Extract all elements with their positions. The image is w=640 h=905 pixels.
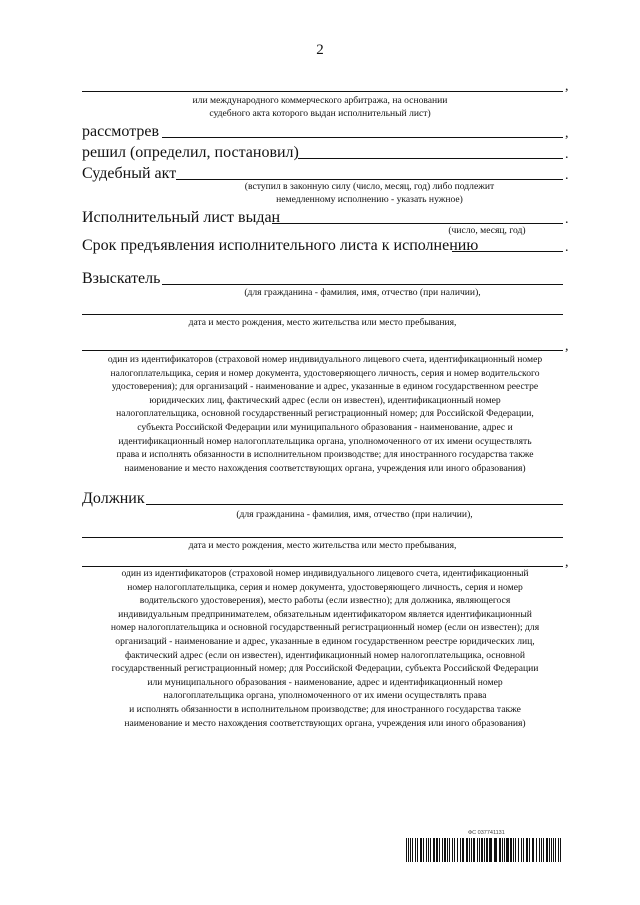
- claimant-text-line: наименование и место нахождения соответствующих органа, учреждения или иного образования): [124, 462, 526, 474]
- arbitration-note-2: судебного акта которого выдан исполнительный лист): [209, 108, 431, 119]
- claimant-text-line: налогоплательщика, основной государственный регистрационный номер; для Российской Федерации,: [116, 408, 534, 420]
- considered-end: ,: [565, 126, 569, 141]
- claimant-field[interactable]: [162, 284, 563, 285]
- debtor-end: ,: [565, 555, 569, 570]
- debtor-birth-note: дата и место рождения, место жительства или место пребывания,: [188, 540, 457, 551]
- writ-issued-note: (число, месяц, год): [448, 225, 526, 236]
- debtor-text-line: водительского удостоверения), место работы (если известно); для должника, являющегося: [139, 595, 511, 607]
- debtor-text-line: налогоплательщика органа, уполномоченного от их имени осуществлять права: [163, 690, 487, 702]
- decided-end: .: [565, 147, 569, 162]
- judicial-act-label: Судебный акт: [82, 165, 177, 182]
- comma: ,: [565, 79, 569, 94]
- debtor-note: (для гражданина - фамилия, имя, отчество (при наличии),: [236, 509, 473, 520]
- claimant-description: [82, 353, 568, 475]
- barcode-number: ФС 037741131: [468, 830, 505, 836]
- deadline-label: Срок предъявления исполнительного листа к исполнению: [82, 237, 479, 254]
- debtor-text-line: или муниципального образования - наименование, адрес и идентификационный номер: [147, 676, 503, 688]
- debtor-text-line: и исполнять обязанности в исполнительном производстве; для иностранного государства также: [129, 703, 521, 715]
- field-line-court[interactable]: [82, 91, 563, 92]
- judicial-act-end: .: [565, 168, 569, 183]
- decided-label: решил (определил, постановил): [82, 144, 299, 161]
- claimant-text-line: удостоверения); для организаций - наименование и адрес, указанные в едином государственном реестре: [111, 381, 539, 393]
- claimant-text-line: один из идентификаторов (страховой номер индивидуального лицевого счета, идентификационный номер: [107, 354, 543, 365]
- claimant-field-2[interactable]: [82, 314, 563, 315]
- considered-field[interactable]: [162, 137, 563, 138]
- claimant-birth-note: дата и место рождения, место жительства или место пребывания,: [188, 317, 457, 328]
- barcode-image: [406, 838, 564, 862]
- judicial-act-note-2: немедленному исполнению - указать нужное): [276, 194, 463, 205]
- claimant-text-line: юридических лиц, фактический адрес (если он известен), идентификационный номер: [149, 394, 501, 406]
- debtor-text-line: наименование и место нахождения соответствующих органа, учреждения или иного образования): [124, 717, 526, 729]
- debtor-description: [82, 567, 568, 730]
- debtor-field-2[interactable]: [82, 537, 563, 538]
- claimant-end: ,: [565, 339, 569, 354]
- debtor-text-line: индивидуальным предпринимателем, обязательным идентификатором является идентификационный: [118, 608, 532, 620]
- debtor-field[interactable]: [146, 504, 563, 505]
- claimant-field-3[interactable]: [82, 350, 563, 351]
- debtor-text-line: один из идентификаторов (страховой номер индивидуального лицевого счета, идентификационный: [121, 568, 529, 579]
- debtor-text-line: государственный регистрационный номер; для Российской Федерации, субъекта Российской Федерации: [111, 663, 539, 675]
- debtor-text-line: номер налогоплательщика и основной государственный регистрационный номер (если он известен); для: [110, 622, 540, 634]
- claimant-text-line: налогоплательщика, серия и номер документа, удостоверяющего личность, серия и номер водительского: [110, 367, 540, 379]
- debtor-text-line: организаций - наименование и адрес, указанные в едином государственном реестре юридических лиц,: [115, 635, 535, 647]
- claimant-note: (для гражданина - фамилия, имя, отчество (при наличии),: [244, 287, 481, 298]
- writ-issued-label: Исполнительный лист выдан: [82, 209, 281, 226]
- deadline-end: .: [565, 240, 569, 255]
- arbitration-note-1: или международного коммерческого арбитража, на основании: [192, 95, 448, 106]
- claimant-text-line: субъекта Российской Федерации или муниципального образования - наименование, адрес и: [137, 421, 513, 433]
- considered-label: рассмотрев: [82, 123, 160, 140]
- debtor-label: Должник: [82, 490, 145, 507]
- debtor-text-line: фактический адрес (если он известен), идентификационный номер налогоплательщика, основной: [124, 649, 526, 661]
- debtor-text-line: номер налогоплательщика, серия и номер документа, удостоверяющего личность, серия и номер: [127, 581, 523, 593]
- claimant-label: Взыскатель: [82, 270, 161, 287]
- deadline-field[interactable]: [452, 251, 563, 252]
- writ-issued-end: .: [565, 212, 569, 227]
- judicial-act-note-1: (вступил в законную силу (число, месяц, год) либо подлежит: [244, 181, 495, 192]
- page-number: 2: [316, 42, 324, 58]
- claimant-text-line: идентификационный номер налогоплательщика органа, уполномоченного от их имени осуществлять: [118, 435, 532, 447]
- decided-field[interactable]: [298, 158, 563, 159]
- claimant-text-line: права и исполнять обязанности в исполнительном производстве; для иностранного государства также: [116, 449, 534, 461]
